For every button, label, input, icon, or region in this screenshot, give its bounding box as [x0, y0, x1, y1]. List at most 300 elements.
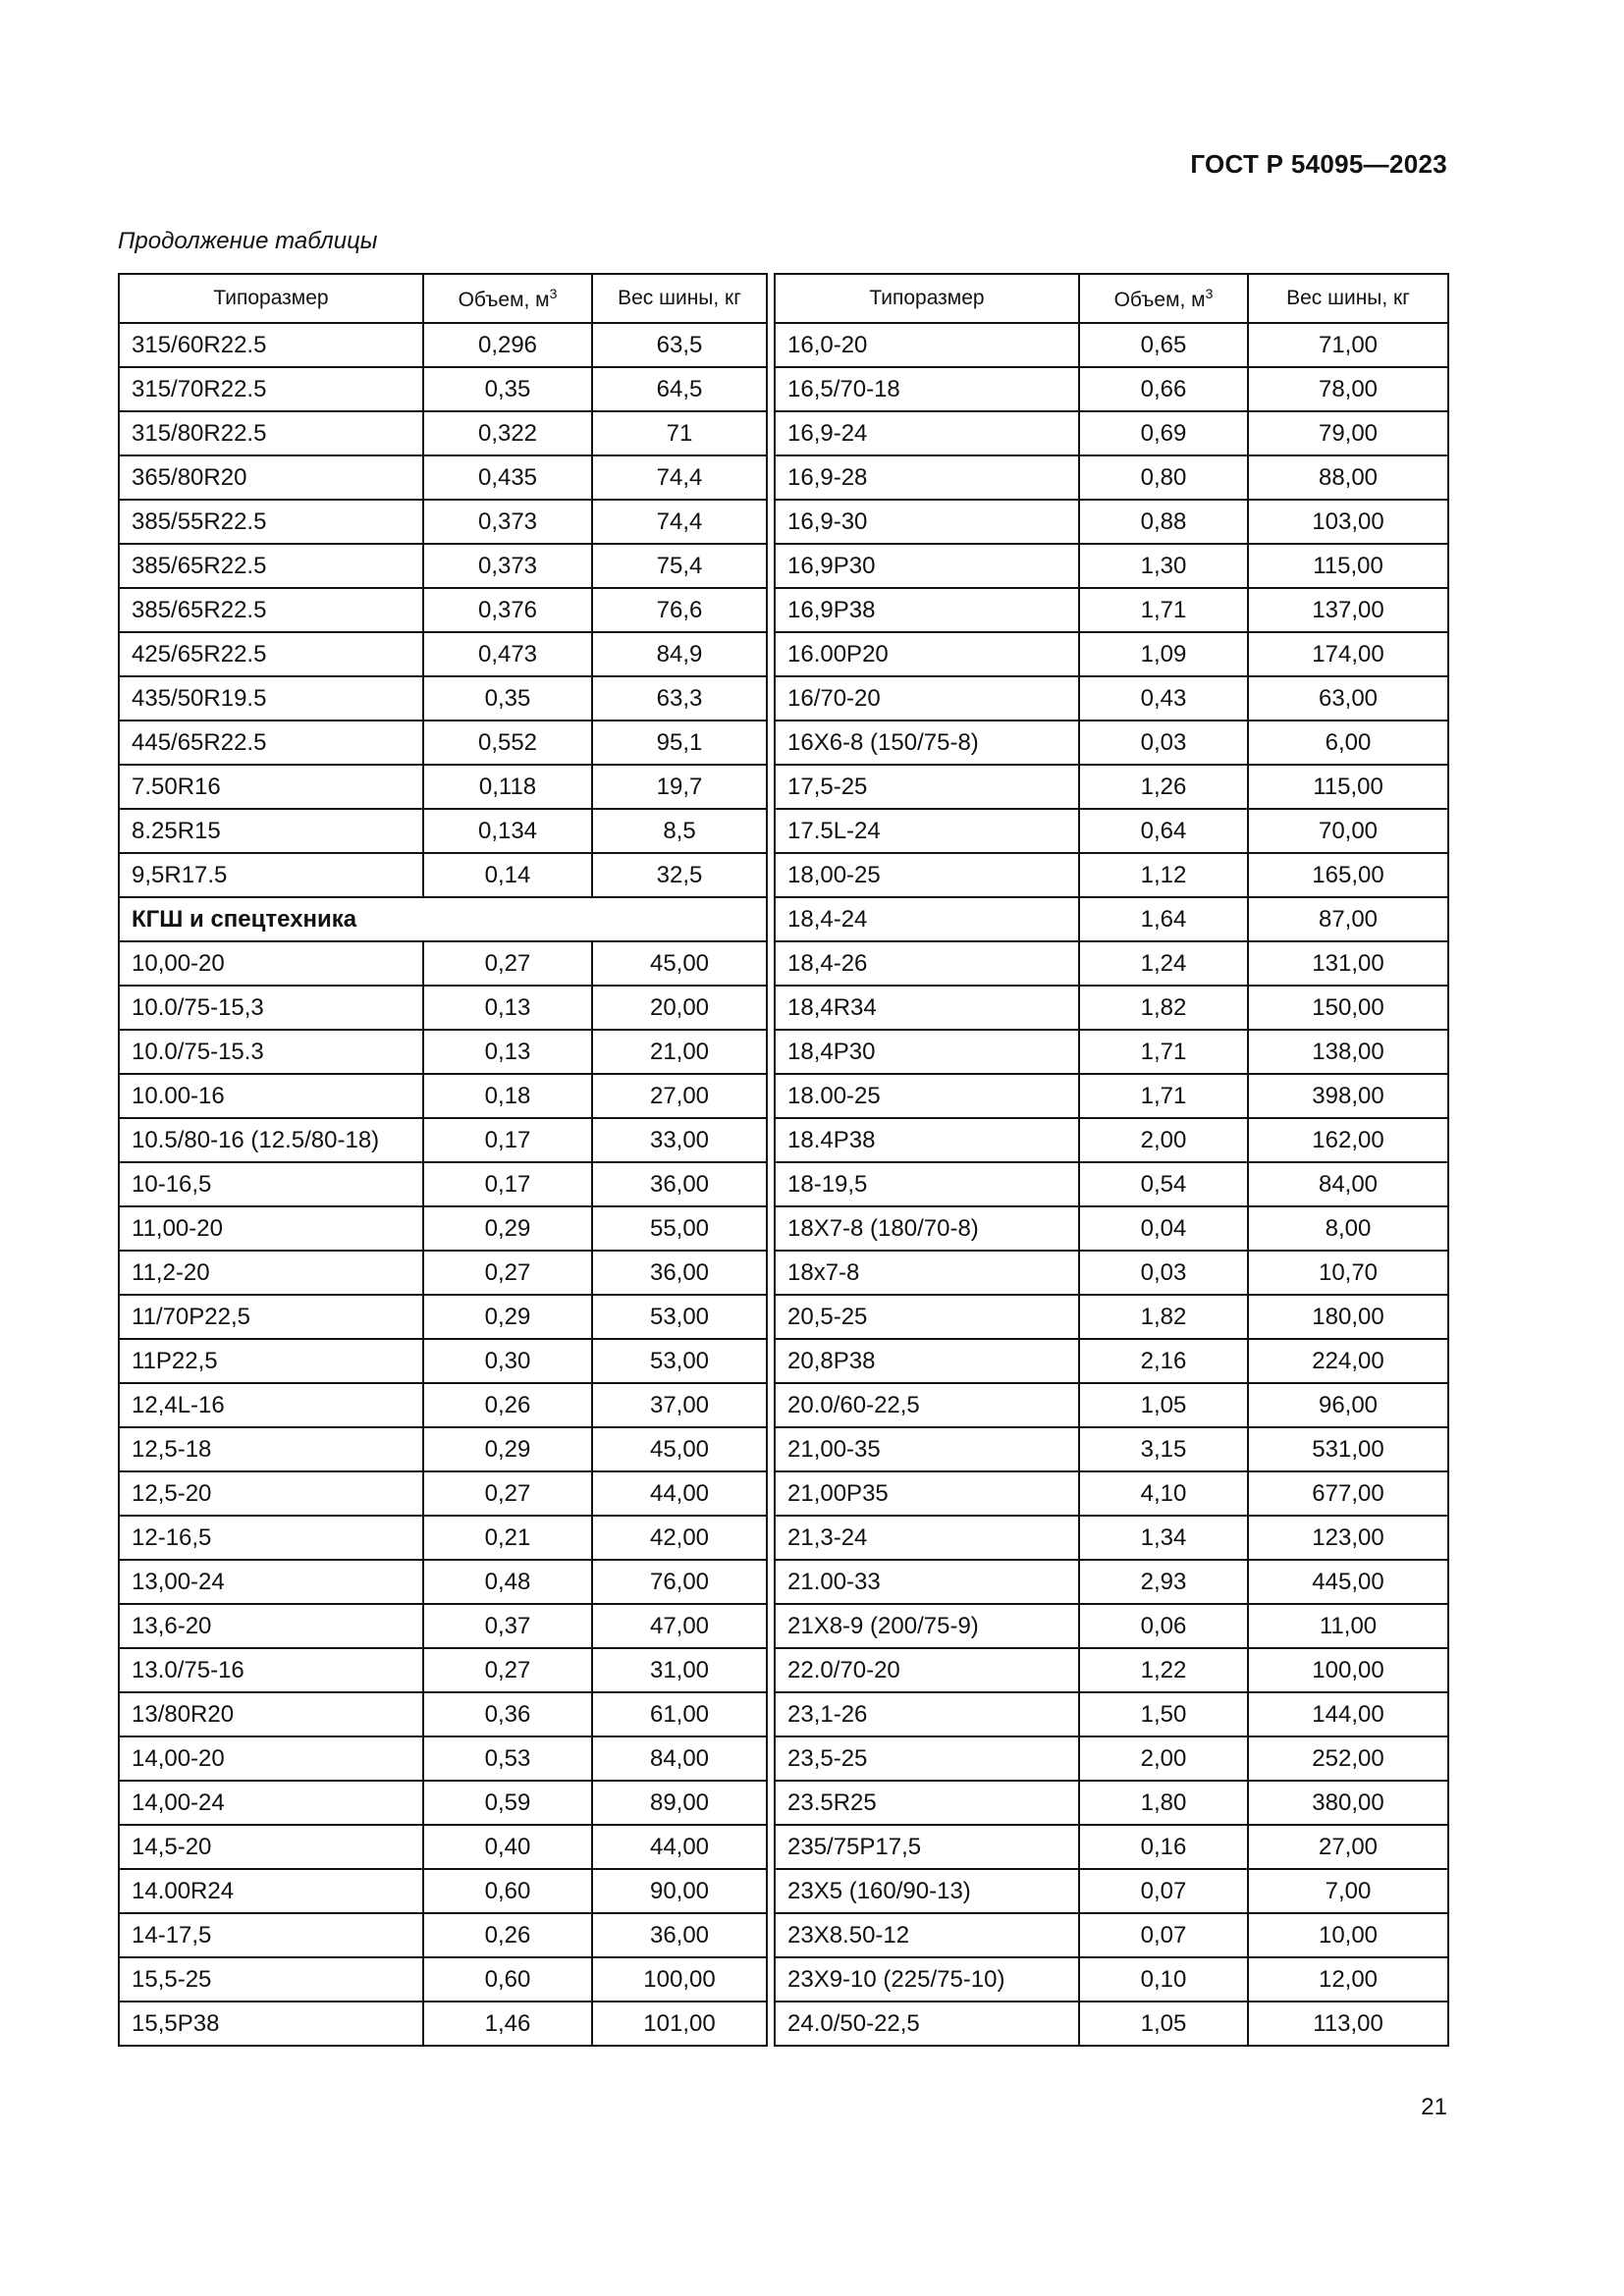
cell-volume: 0,118 — [423, 765, 592, 809]
cell-volume: 0,373 — [423, 500, 592, 544]
cell-weight: 37,00 — [592, 1383, 767, 1427]
cell-size: 14,00-24 — [119, 1781, 423, 1825]
cell-size: 10,00-20 — [119, 941, 423, 986]
cell-size: 12,5-18 — [119, 1427, 423, 1471]
cell-size: 18х7-8 — [775, 1251, 1079, 1295]
cell-weight: 115,00 — [1248, 544, 1448, 588]
cell-size: 11Р22,5 — [119, 1339, 423, 1383]
cell-size: 18-19,5 — [775, 1162, 1079, 1206]
table-row — [119, 1648, 767, 1692]
cell-weight: 76,6 — [592, 588, 767, 632]
table-row — [775, 1118, 1448, 1162]
table-row — [775, 1162, 1448, 1206]
cell-weight: 36,00 — [592, 1162, 767, 1206]
table-row — [775, 1030, 1448, 1074]
cell-weight: 44,00 — [592, 1471, 767, 1516]
cell-volume: 1,80 — [1079, 1781, 1248, 1825]
table-row — [119, 1957, 767, 2002]
cell-weight: 44,00 — [592, 1825, 767, 1869]
cell-weight: 115,00 — [1248, 765, 1448, 809]
cell-volume: 0,373 — [423, 544, 592, 588]
table-row — [119, 1869, 767, 1913]
table-row — [119, 411, 767, 455]
tire-table — [118, 273, 1449, 2047]
cell-volume: 0,43 — [1079, 676, 1248, 721]
cell-volume: 0,27 — [423, 1251, 592, 1295]
cell-volume: 1,24 — [1079, 941, 1248, 986]
cell-size: 12-16,5 — [119, 1516, 423, 1560]
cell-volume: 0,03 — [1079, 721, 1248, 765]
document-code: ГОСТ Р 54095—2023 — [1190, 149, 1447, 179]
cell-weight: 87,00 — [1248, 897, 1448, 941]
table-row — [775, 2002, 1448, 2046]
cell-volume: 0,69 — [1079, 411, 1248, 455]
table-row — [119, 1560, 767, 1604]
cell-size: 20.0/60-22,5 — [775, 1383, 1079, 1427]
table-row — [119, 1118, 767, 1162]
cell-volume: 0,59 — [423, 1781, 592, 1825]
cell-volume: 0,296 — [423, 323, 592, 367]
cell-volume: 3,15 — [1079, 1427, 1248, 1471]
table-row — [775, 1560, 1448, 1604]
cell-size: 315/70R22.5 — [119, 367, 423, 411]
cell-size: 14.00R24 — [119, 1869, 423, 1913]
cell-volume: 1,71 — [1079, 1074, 1248, 1118]
cell-size: 365/80R20 — [119, 455, 423, 500]
cell-volume: 0,27 — [423, 1648, 592, 1692]
cell-weight: 100,00 — [592, 1957, 767, 2002]
table-row — [119, 1295, 767, 1339]
cell-volume: 0,14 — [423, 853, 592, 897]
cell-volume: 0,88 — [1079, 500, 1248, 544]
cell-weight: 61,00 — [592, 1692, 767, 1736]
cell-size: 18.4Р38 — [775, 1118, 1079, 1162]
cell-volume: 0,07 — [1079, 1913, 1248, 1957]
cell-size: 385/65R22.5 — [119, 544, 423, 588]
cell-size: 23.5R25 — [775, 1781, 1079, 1825]
table-row — [775, 411, 1448, 455]
cell-size: 7.50R16 — [119, 765, 423, 809]
cell-size: 11,00-20 — [119, 1206, 423, 1251]
cell-size: 385/65R22.5 — [119, 588, 423, 632]
cell-weight: 224,00 — [1248, 1339, 1448, 1383]
table-row — [119, 1913, 767, 1957]
cell-weight: 174,00 — [1248, 632, 1448, 676]
cell-volume: 0,10 — [1079, 1957, 1248, 2002]
table-row — [119, 632, 767, 676]
column-header-size: Типоразмер — [119, 274, 423, 323]
cell-volume: 0,552 — [423, 721, 592, 765]
table-row — [119, 2002, 767, 2046]
table-row — [775, 1516, 1448, 1560]
table-row — [119, 1604, 767, 1648]
cell-weight: 677,00 — [1248, 1471, 1448, 1516]
table-row — [775, 1957, 1448, 2002]
cell-weight: 20,00 — [592, 986, 767, 1030]
table-row — [775, 323, 1448, 367]
cell-volume: 0,06 — [1079, 1604, 1248, 1648]
cell-size: 16,9Р30 — [775, 544, 1079, 588]
table-row — [775, 500, 1448, 544]
table-row — [119, 1251, 767, 1295]
table-row — [775, 1825, 1448, 1869]
table-row — [775, 1383, 1448, 1427]
cell-volume: 0,17 — [423, 1118, 592, 1162]
cell-size: 21,00Р35 — [775, 1471, 1079, 1516]
table-row — [775, 1648, 1448, 1692]
cell-volume: 0,13 — [423, 1030, 592, 1074]
cell-weight: 27,00 — [592, 1074, 767, 1118]
table-row — [775, 1692, 1448, 1736]
cell-size: 18Х7-8 (180/70-8) — [775, 1206, 1079, 1251]
cell-size: 21Х8-9 (200/75-9) — [775, 1604, 1079, 1648]
cell-weight: 32,5 — [592, 853, 767, 897]
cell-size: 18,4-24 — [775, 897, 1079, 941]
cell-weight: 31,00 — [592, 1648, 767, 1692]
cell-weight: 78,00 — [1248, 367, 1448, 411]
column-header-weight: Вес шины, кг — [592, 274, 767, 323]
cell-weight: 398,00 — [1248, 1074, 1448, 1118]
cell-size: 9,5R17.5 — [119, 853, 423, 897]
table-row — [775, 1471, 1448, 1516]
cell-weight: 84,00 — [592, 1736, 767, 1781]
cell-volume: 2,93 — [1079, 1560, 1248, 1604]
cell-size: 315/80R22.5 — [119, 411, 423, 455]
cell-size: 17,5-25 — [775, 765, 1079, 809]
cell-size: 14-17,5 — [119, 1913, 423, 1957]
cell-weight: 113,00 — [1248, 2002, 1448, 2046]
cell-volume: 1,50 — [1079, 1692, 1248, 1736]
table-row — [119, 455, 767, 500]
cell-volume: 0,54 — [1079, 1162, 1248, 1206]
cell-weight: 71 — [592, 411, 767, 455]
cell-weight: 71,00 — [1248, 323, 1448, 367]
cell-weight: 63,5 — [592, 323, 767, 367]
cell-volume: 1,82 — [1079, 986, 1248, 1030]
table-row — [775, 941, 1448, 986]
cell-size: 15,5-25 — [119, 1957, 423, 2002]
cell-volume: 0,13 — [423, 986, 592, 1030]
cell-size: 8.25R15 — [119, 809, 423, 853]
cell-weight: 75,4 — [592, 544, 767, 588]
table-left-half — [118, 273, 768, 2047]
cell-size: 435/50R19.5 — [119, 676, 423, 721]
cell-weight: 53,00 — [592, 1339, 767, 1383]
cell-size: 235/75Р17,5 — [775, 1825, 1079, 1869]
cell-volume: 1,30 — [1079, 544, 1248, 588]
cell-size: 18,4R34 — [775, 986, 1079, 1030]
cell-size: 21,3-24 — [775, 1516, 1079, 1560]
cell-volume: 0,435 — [423, 455, 592, 500]
column-header-volume: Объем, $м^3$ — [423, 274, 592, 323]
table-row — [775, 632, 1448, 676]
cell-weight: 21,00 — [592, 1030, 767, 1074]
cell-volume: 2,16 — [1079, 1339, 1248, 1383]
cell-size: 13.0/75-16 — [119, 1648, 423, 1692]
table-row — [119, 1471, 767, 1516]
cell-volume: 1,46 — [423, 2002, 592, 2046]
cell-weight: 45,00 — [592, 1427, 767, 1471]
cell-volume: 2,00 — [1079, 1118, 1248, 1162]
cell-size: 16,5/70-18 — [775, 367, 1079, 411]
cell-weight: 70,00 — [1248, 809, 1448, 853]
cell-volume: 0,30 — [423, 1339, 592, 1383]
table-row — [775, 809, 1448, 853]
table-row — [119, 588, 767, 632]
table-row — [119, 809, 767, 853]
table-row — [775, 1781, 1448, 1825]
table-row — [119, 544, 767, 588]
cell-size: 16/70-20 — [775, 676, 1079, 721]
cell-size: 12,5-20 — [119, 1471, 423, 1516]
cell-volume: 1,05 — [1079, 2002, 1248, 2046]
cell-size: 385/55R22.5 — [119, 500, 423, 544]
cell-size: 315/60R22.5 — [119, 323, 423, 367]
cell-weight: 162,00 — [1248, 1118, 1448, 1162]
table-row — [119, 1427, 767, 1471]
cell-size: 16,0-20 — [775, 323, 1079, 367]
table-row — [775, 1427, 1448, 1471]
cell-volume: 0,36 — [423, 1692, 592, 1736]
cell-weight: 19,7 — [592, 765, 767, 809]
cell-size: 18,00-25 — [775, 853, 1079, 897]
table-row — [775, 1295, 1448, 1339]
table-row — [119, 323, 767, 367]
table-caption: Продолжение таблицы — [118, 228, 378, 254]
cell-volume: 1,34 — [1079, 1516, 1248, 1560]
cell-volume: 0,35 — [423, 367, 592, 411]
column-header-volume: Объем, $м^3$ — [1079, 274, 1248, 323]
cell-size: 16,9-28 — [775, 455, 1079, 500]
table-row — [775, 1251, 1448, 1295]
table-row — [119, 1339, 767, 1383]
cell-weight: 380,00 — [1248, 1781, 1448, 1825]
cell-weight: 101,00 — [592, 2002, 767, 2046]
table-row — [775, 853, 1448, 897]
cell-size: 11/70Р22,5 — [119, 1295, 423, 1339]
cell-weight: 252,00 — [1248, 1736, 1448, 1781]
cell-size: 23,1-26 — [775, 1692, 1079, 1736]
cell-size: 18,4-26 — [775, 941, 1079, 986]
cell-size: 20,8Р38 — [775, 1339, 1079, 1383]
cell-volume: 0,27 — [423, 941, 592, 986]
cell-size: 22.0/70-20 — [775, 1648, 1079, 1692]
table-row — [119, 1074, 767, 1118]
table-row — [119, 941, 767, 986]
column-header-size: Типоразмер — [775, 274, 1079, 323]
cell-size: 24.0/50-22,5 — [775, 2002, 1079, 2046]
table-row — [119, 1383, 767, 1427]
cell-weight: 100,00 — [1248, 1648, 1448, 1692]
cell-volume: 2,00 — [1079, 1736, 1248, 1781]
cell-weight: 90,00 — [592, 1869, 767, 1913]
cell-weight: 10,70 — [1248, 1251, 1448, 1295]
cell-size: 16.00Р20 — [775, 632, 1079, 676]
table-row — [775, 1074, 1448, 1118]
cell-size: 23Х9-10 (225/75-10) — [775, 1957, 1079, 2002]
cell-weight: 445,00 — [1248, 1560, 1448, 1604]
header-row — [775, 274, 1448, 323]
table-right-half — [774, 273, 1449, 2047]
cell-size: 10.0/75-15,3 — [119, 986, 423, 1030]
cell-size: 18,4Р30 — [775, 1030, 1079, 1074]
cell-size: 445/65R22.5 — [119, 721, 423, 765]
cell-size: 23,5-25 — [775, 1736, 1079, 1781]
cell-volume: 0,18 — [423, 1074, 592, 1118]
table-row — [119, 765, 767, 809]
cell-size: 15,5Р38 — [119, 2002, 423, 2046]
cell-volume: 0,29 — [423, 1295, 592, 1339]
cell-volume: 0,80 — [1079, 455, 1248, 500]
table-row — [775, 1869, 1448, 1913]
cell-size: 11,2-20 — [119, 1251, 423, 1295]
cell-weight: 95,1 — [592, 721, 767, 765]
cell-size: 12,4L-16 — [119, 1383, 423, 1427]
cell-volume: 0,26 — [423, 1383, 592, 1427]
table-row — [775, 765, 1448, 809]
cell-weight: 36,00 — [592, 1913, 767, 1957]
column-header-weight: Вес шины, кг — [1248, 274, 1448, 323]
table-row — [775, 1604, 1448, 1648]
table-row — [119, 1030, 767, 1074]
cell-weight: 96,00 — [1248, 1383, 1448, 1427]
cell-weight: 84,00 — [1248, 1162, 1448, 1206]
table-row — [775, 986, 1448, 1030]
cell-weight: 10,00 — [1248, 1913, 1448, 1957]
cell-weight: 45,00 — [592, 941, 767, 986]
cell-weight: 89,00 — [592, 1781, 767, 1825]
cell-volume: 0,21 — [423, 1516, 592, 1560]
cell-size: 16,9-24 — [775, 411, 1079, 455]
cell-volume: 0,04 — [1079, 1206, 1248, 1251]
cell-weight: 6,00 — [1248, 721, 1448, 765]
table-row — [119, 367, 767, 411]
cell-volume: 0,322 — [423, 411, 592, 455]
cell-size: 10.5/80-16 (12.5/80-18) — [119, 1118, 423, 1162]
cell-volume: 0,29 — [423, 1427, 592, 1471]
cell-weight: 74,4 — [592, 455, 767, 500]
cell-weight: 84,9 — [592, 632, 767, 676]
cell-volume: 4,10 — [1079, 1471, 1248, 1516]
table-row — [775, 676, 1448, 721]
cell-size: 16,9-30 — [775, 500, 1079, 544]
cell-weight: 180,00 — [1248, 1295, 1448, 1339]
cell-weight: 76,00 — [592, 1560, 767, 1604]
cell-weight: 33,00 — [592, 1118, 767, 1162]
cell-weight: 27,00 — [1248, 1825, 1448, 1869]
table-row — [775, 721, 1448, 765]
table-row — [775, 1339, 1448, 1383]
cell-size: 10-16,5 — [119, 1162, 423, 1206]
table-row — [119, 500, 767, 544]
table-row — [119, 897, 767, 941]
cell-size: 21.00-33 — [775, 1560, 1079, 1604]
header-row — [119, 274, 767, 323]
table-row — [119, 1736, 767, 1781]
cell-size: 425/65R22.5 — [119, 632, 423, 676]
cell-weight: 531,00 — [1248, 1427, 1448, 1471]
cell-volume: 0,60 — [423, 1869, 592, 1913]
cell-weight: 12,00 — [1248, 1957, 1448, 2002]
cell-size: 23Х5 (160/90-13) — [775, 1869, 1079, 1913]
cell-weight: 165,00 — [1248, 853, 1448, 897]
cell-weight: 88,00 — [1248, 455, 1448, 500]
cell-volume: 0,16 — [1079, 1825, 1248, 1869]
cell-weight: 53,00 — [592, 1295, 767, 1339]
section-heading: КГШ и спецтехника — [119, 897, 767, 941]
cell-size: 14,00-20 — [119, 1736, 423, 1781]
table-row — [775, 1736, 1448, 1781]
cell-volume: 0,64 — [1079, 809, 1248, 853]
cell-volume: 1,64 — [1079, 897, 1248, 941]
table-row — [775, 1206, 1448, 1251]
cell-weight: 63,00 — [1248, 676, 1448, 721]
table-row — [119, 1825, 767, 1869]
cell-weight: 36,00 — [592, 1251, 767, 1295]
cell-size: 14,5-20 — [119, 1825, 423, 1869]
cell-weight: 64,5 — [592, 367, 767, 411]
cell-weight: 74,4 — [592, 500, 767, 544]
cell-weight: 103,00 — [1248, 500, 1448, 544]
cell-volume: 0,03 — [1079, 1251, 1248, 1295]
cell-size: 17.5L-24 — [775, 809, 1079, 853]
cell-volume: 0,35 — [423, 676, 592, 721]
cell-weight: 138,00 — [1248, 1030, 1448, 1074]
cell-volume: 0,473 — [423, 632, 592, 676]
cell-size: 13,6-20 — [119, 1604, 423, 1648]
cell-volume: 0,40 — [423, 1825, 592, 1869]
cell-size: 16Х6-8 (150/75-8) — [775, 721, 1079, 765]
table-row — [119, 853, 767, 897]
cell-size: 13,00-24 — [119, 1560, 423, 1604]
cell-volume: 0,65 — [1079, 323, 1248, 367]
table-row — [775, 1913, 1448, 1957]
table-row — [775, 897, 1448, 941]
cell-size: 10.00-16 — [119, 1074, 423, 1118]
cell-weight: 55,00 — [592, 1206, 767, 1251]
page-number: 21 — [1421, 2094, 1447, 2120]
cell-size: 10.0/75-15.3 — [119, 1030, 423, 1074]
cell-volume: 0,27 — [423, 1471, 592, 1516]
table-row — [119, 1162, 767, 1206]
cell-volume: 0,29 — [423, 1206, 592, 1251]
cell-volume: 0,53 — [423, 1736, 592, 1781]
cell-weight: 123,00 — [1248, 1516, 1448, 1560]
cell-volume: 0,48 — [423, 1560, 592, 1604]
table-row — [119, 1206, 767, 1251]
cell-size: 16,9Р38 — [775, 588, 1079, 632]
table-row — [775, 455, 1448, 500]
cell-volume: 0,37 — [423, 1604, 592, 1648]
cell-size: 20,5-25 — [775, 1295, 1079, 1339]
table-row — [119, 1781, 767, 1825]
cell-size: 23Х8.50-12 — [775, 1913, 1079, 1957]
cell-weight: 47,00 — [592, 1604, 767, 1648]
cell-weight: 8,5 — [592, 809, 767, 853]
cell-volume: 1,82 — [1079, 1295, 1248, 1339]
table-row — [119, 986, 767, 1030]
cell-volume: 0,26 — [423, 1913, 592, 1957]
cell-volume: 0,60 — [423, 1957, 592, 2002]
cell-size: 18.00-25 — [775, 1074, 1079, 1118]
cell-volume: 0,66 — [1079, 367, 1248, 411]
cell-volume: 1,26 — [1079, 765, 1248, 809]
cell-weight: 11,00 — [1248, 1604, 1448, 1648]
table-row — [775, 544, 1448, 588]
cell-weight: 7,00 — [1248, 1869, 1448, 1913]
cell-volume: 1,71 — [1079, 1030, 1248, 1074]
cell-volume: 1,05 — [1079, 1383, 1248, 1427]
